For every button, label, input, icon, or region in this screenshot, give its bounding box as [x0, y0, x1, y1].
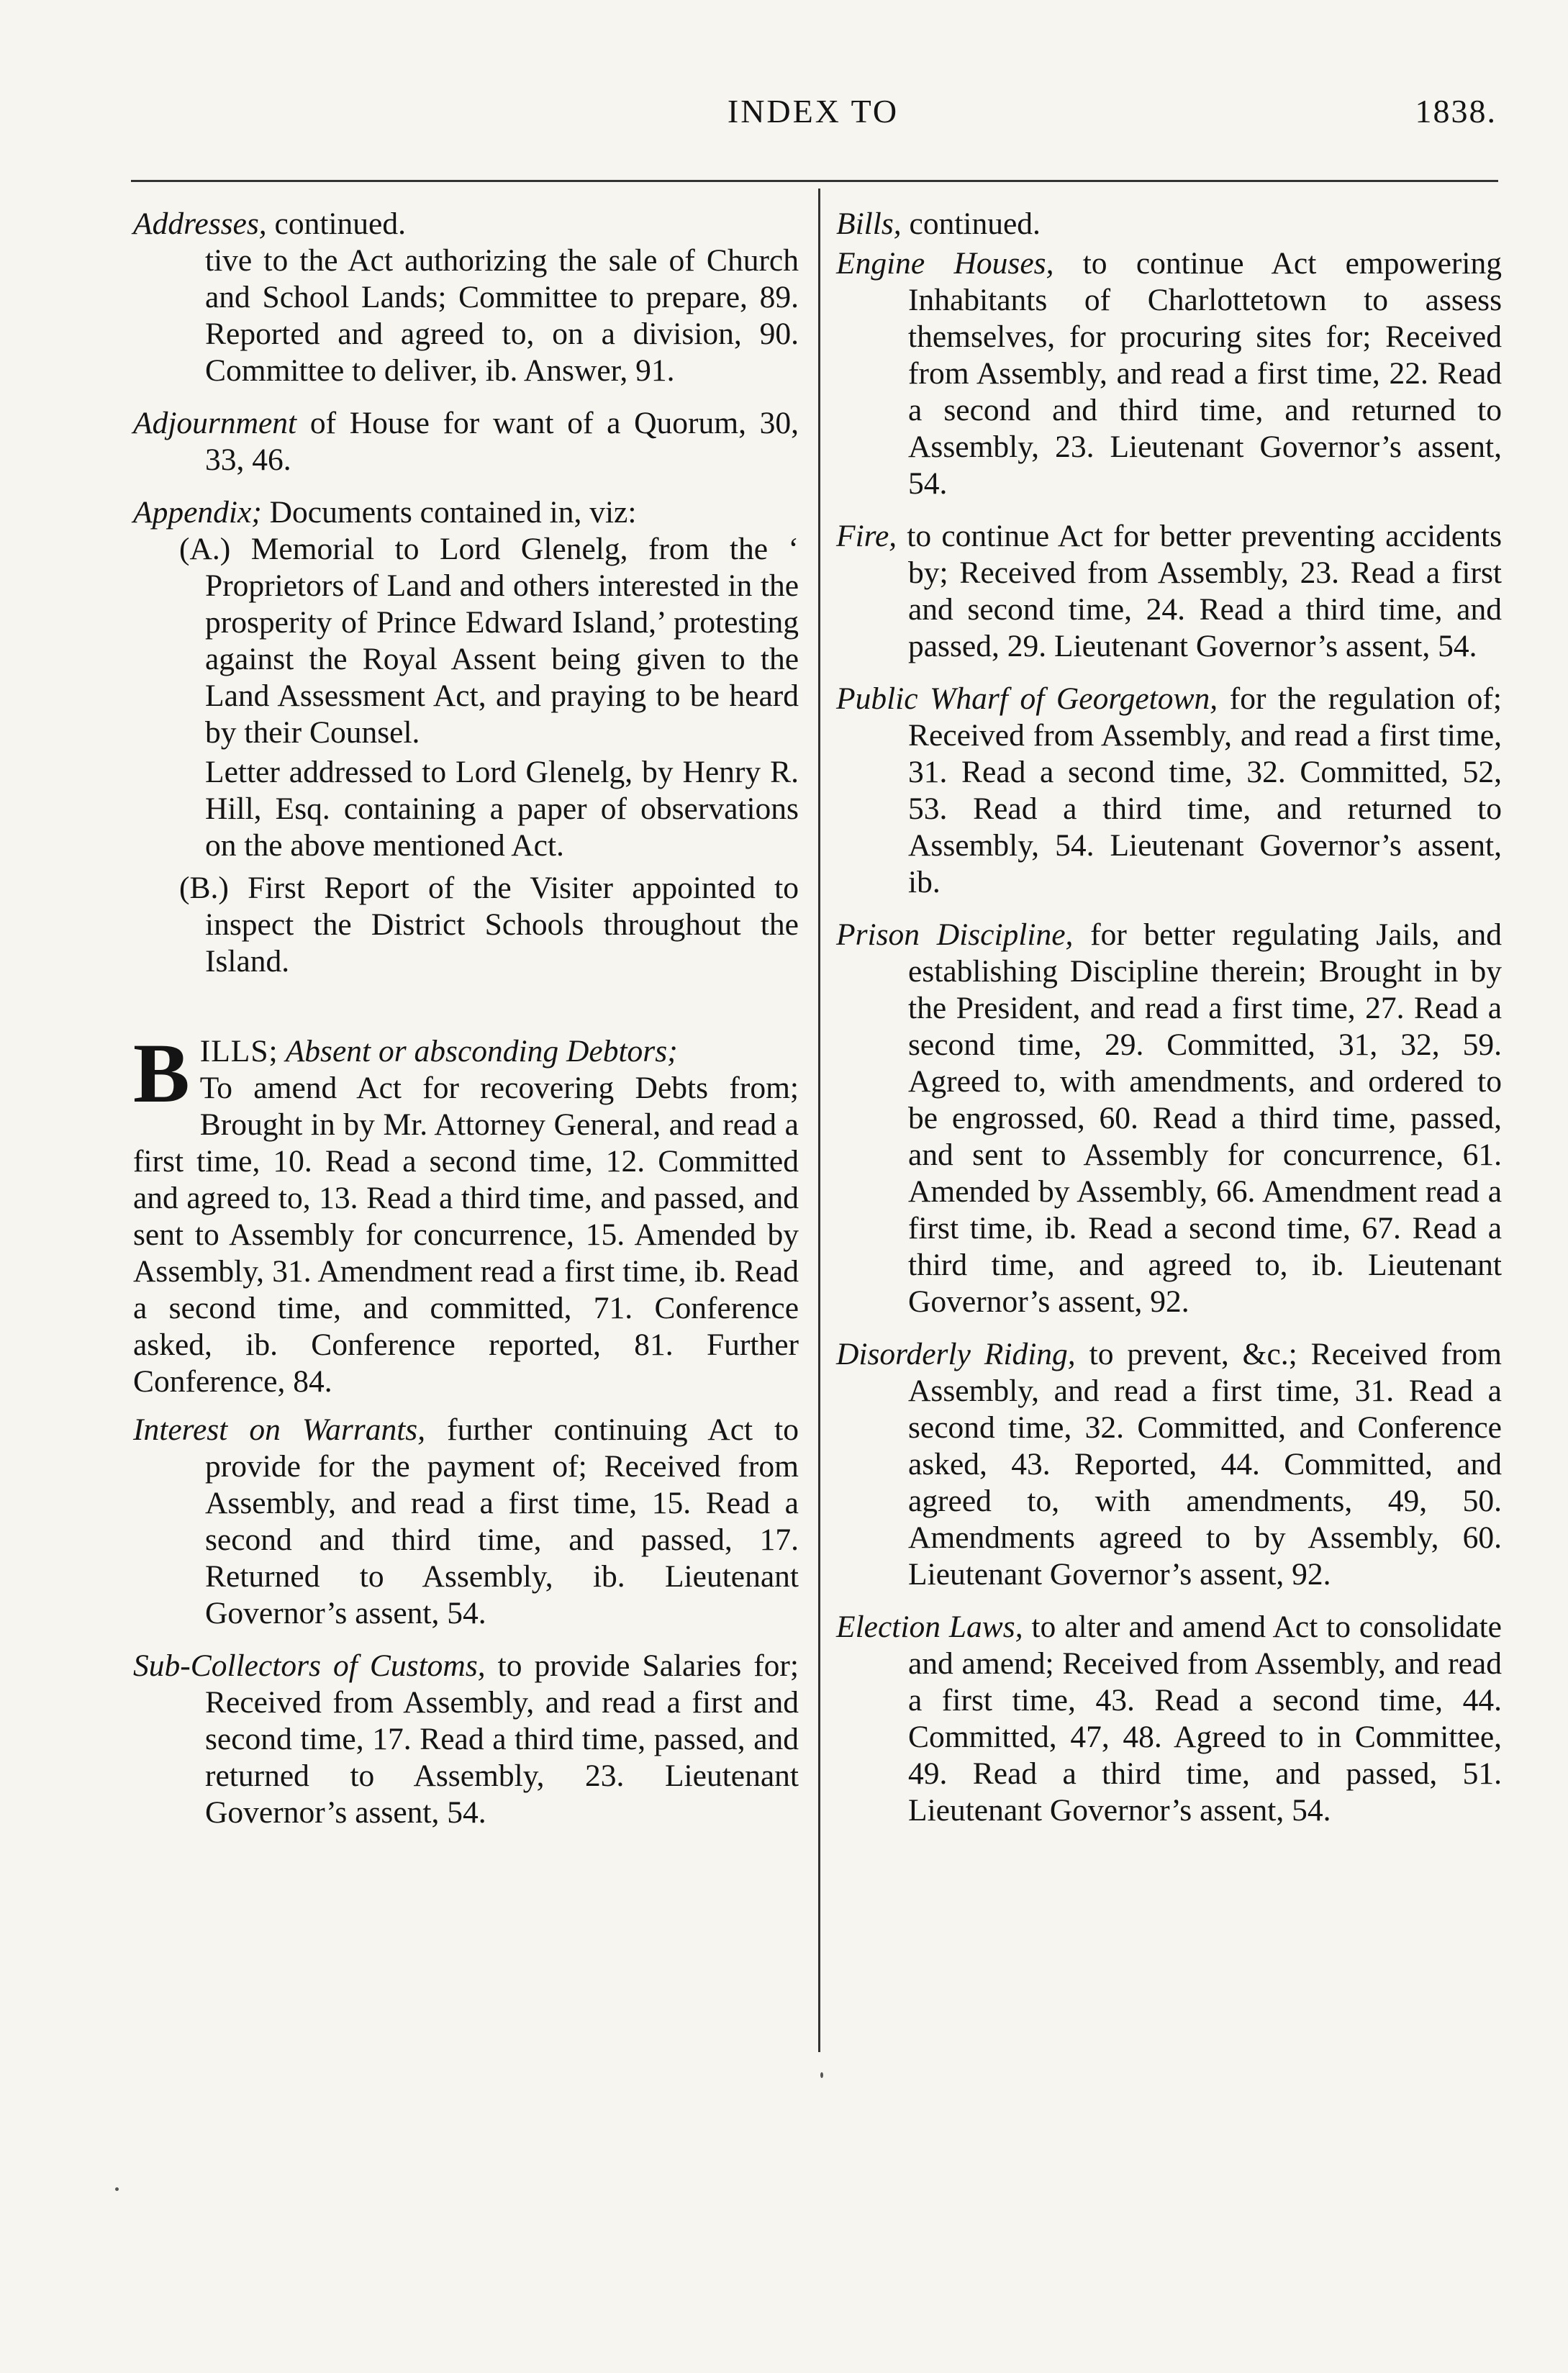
left-column [133, 206, 799, 1847]
entry-body: Documents contained in, viz: [261, 495, 637, 530]
index-entry-appendix [133, 494, 799, 531]
drop-cap: B [133, 1026, 190, 1120]
ink-speck [115, 2187, 119, 2191]
appendix-item-b: (B.) First Report of the Visiter appointed to inspect the District Schools throughout the Island. [179, 871, 799, 979]
entry-heading: Prison Discipline, [836, 917, 1074, 952]
entry-heading: Sub-Collectors of Customs, [133, 1648, 486, 1683]
entry-heading: Fire, [836, 519, 897, 553]
right-column [836, 206, 1502, 1845]
index-entry-interest-on-warrants [133, 1412, 799, 1632]
entry-heading: Adjournment [133, 406, 297, 440]
page-year: 1838. [1415, 93, 1497, 130]
entry-body: To amend Act for recovering Debts from; Brought in by Mr. Attorney General, and read a first time, 10. Read a second time, 12. Committed and agreed to, 13. Read a third time, and passed, and sent to Assembly for concurrence, 15. Amended by Assembly, 31. Amendment read a first time, ib. Read a second time, and committed, 71. Conference asked, ib. Conference reported, 81. Further Conference, 84. [133, 1071, 799, 1399]
index-entry-sub-collectors [133, 1648, 799, 1831]
entry-body: to provide Salaries for; Received from Assembly, and read a first and second time, 17. Read a third time, passed, and returned to Assembly, 23. Lieutenant Governor’s assent, 54. [205, 1648, 799, 1830]
entry-heading: Absent or absconding Debtors; [278, 1034, 678, 1068]
index-entry-public-wharf [836, 681, 1502, 901]
entry-body: to prevent, &c.; Received from Assembly, and read a first time, 31. Read a second time, 32. Committed, and Conference asked, 43. Reported, 44. Committed, and agreed to, with amendments, 49, 50. Amendments agreed to by Assembly, 60. Lieutenant Governor’s assent, 92. [908, 1337, 1502, 1592]
entry-heading: Bills, [836, 207, 902, 241]
index-entry-election-laws [836, 1609, 1502, 1829]
entry-heading: Disorderly Riding, [836, 1337, 1076, 1371]
entry-body: for better regulating Jails, and establishing Discipline therein; Brought in by the President, and read a first time, 27. Read a second time, 29. Committed, 31, 32, 59. Agreed to, with amendments, and ordered to be engrossed, 60. Read a third time, passed, and sent to Assembly for concurrence, 61. Amended by Assembly, 66. Amendment read a first time, ib. Read a second time, 67. Read a third time, and agreed to, ib. Lieutenant Governor’s assent, 92. [908, 917, 1502, 1319]
entry-body: to alter and amend Act to consolidate and amend; Received from Assembly, and read a first time, 43. Read a second time, 44. Committed, 47, 48. Agreed to in Committee, 49. Read a third time, and passed, 51. Lieutenant Governor’s assent, 54. [908, 1610, 1502, 1828]
column-divider [818, 189, 820, 2052]
entry-heading-rest: continued. [901, 207, 1041, 241]
index-entry-bills-continued [836, 206, 1502, 242]
index-entry-engine-houses [836, 245, 1502, 502]
entry-body: for the regulation of; Received from Assembly, and read a first time, 31. Read a second time, 32. Committed, 52, 53. Read a third time, and returned to Assembly, 54. Lieutenant Governor’s assent, ib. [908, 681, 1502, 899]
entry-body: tive to the Act authorizing the sale of Church and School Lands; Committee to prepare, 89. Reported and agreed to, on a division, 90. Committee to deliver, ib. Answer, 91. [205, 243, 799, 388]
index-entry-disorderly-riding [836, 1336, 1502, 1593]
index-entry-addresses [133, 206, 799, 389]
ink-speck [820, 2072, 823, 2078]
entry-body: further continuing Act to provide for the payment of; Received from Assembly, and read a first time, 15. Read a second and third time, and passed, 17. Returned to Assembly, ib. Lieutenant Governor’s assent, 54. [205, 1412, 799, 1630]
appendix-item-a-letter: Letter addressed to Lord Glenelg, by Henry R. Hill, Esq. containing a paper of observations on the above mentioned Act. [205, 755, 799, 863]
index-entry-fire [836, 518, 1502, 665]
index-entry-bills [133, 1026, 799, 1400]
entry-heading: Addresses, [133, 207, 267, 241]
entry-heading: Interest on Warrants, [133, 1412, 426, 1447]
index-entry-prison-discipline [836, 917, 1502, 1320]
index-entry-adjournment [133, 405, 799, 478]
header-rule [131, 180, 1498, 182]
entry-heading: Election Laws, [836, 1610, 1023, 1644]
appendix-item-a: (A.) Memorial to Lord Glenelg, from the ‘ Proprietors of Land and others interested in the prosperity of Prince Edward Island,’ protesting against the Royal Assent being given to the Land Assessment Act, and praying to be heard by their Counsel. [179, 532, 799, 750]
entry-heading: Engine Houses, [836, 246, 1054, 281]
entry-body: to continue Act for better preventing accidents by; Received from Assembly, 23. Read a first and second time, 24. Read a third time, and passed, 29. Lieutenant Governor’s assent, 54. [897, 519, 1502, 663]
entry-body: of House for want of a Quorum, 30, 33, 46. [205, 406, 799, 477]
bills-title: ILLS; [199, 1034, 278, 1068]
bills-heading [133, 1033, 799, 1070]
page-header [130, 92, 1497, 142]
entry-heading-rest: continued. [266, 207, 406, 241]
entry-heading: Appendix; [133, 495, 262, 530]
entry-body: to continue Act empowering Inhabitants of Charlottetown to assess themselves, for procuring sites for; Received from Assembly, and read a first time, 22. Read a second and third time, and returned to Assembly, 23. Lieutenant Governor’s assent, 54. [908, 246, 1503, 501]
running-title: INDEX TO [727, 93, 899, 130]
entry-heading: Public Wharf of Georgetown, [836, 681, 1218, 716]
